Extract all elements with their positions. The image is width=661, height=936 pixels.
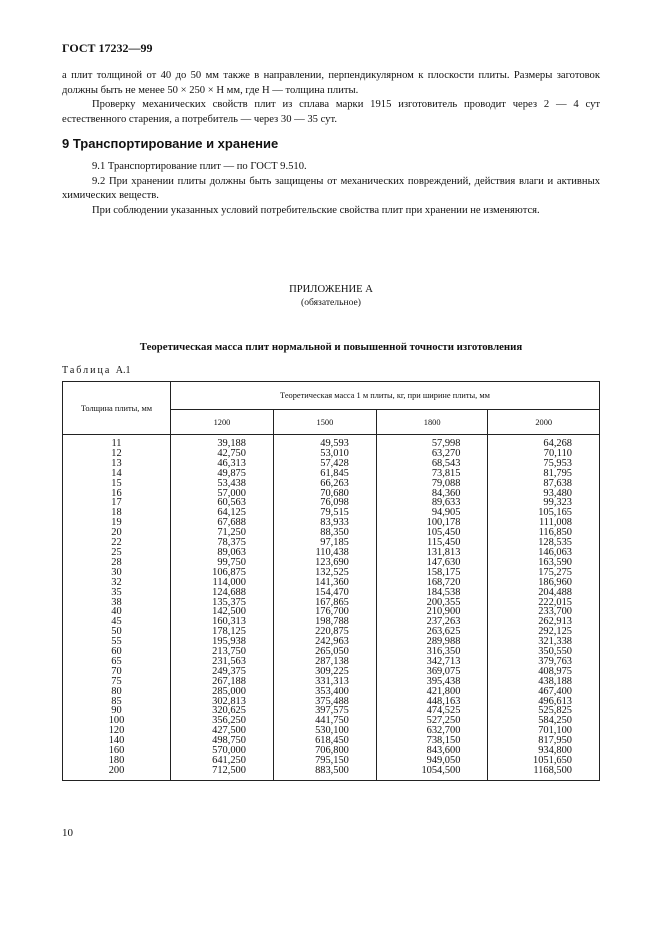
mass-cell: 105,450: [376, 528, 488, 538]
mass-table: [62, 381, 600, 781]
section-title: 9 Транспортирование и хранение: [62, 136, 279, 151]
mass-cell: 131,813: [376, 548, 488, 558]
mass-cell: 231,563: [171, 657, 274, 667]
mass-cell: 320,625: [171, 706, 274, 716]
mass-cell: 147,630: [376, 558, 488, 568]
document-header: ГОСТ 17232—99: [62, 41, 153, 55]
mass-cell: 331,313: [273, 677, 376, 687]
mass-cell: 289,988: [376, 637, 488, 647]
table-label: [62, 365, 131, 376]
mass-cell: 397,575: [273, 706, 376, 716]
mass-cell: 292,125: [488, 627, 600, 637]
thickness-cell: 12: [63, 449, 171, 459]
mass-cell: 496,613: [488, 697, 600, 707]
thickness-cell: 140: [63, 736, 171, 746]
appendix-title: ПРИЛОЖЕНИЕ А: [289, 284, 373, 295]
thickness-cell: 180: [63, 756, 171, 766]
mass-cell: 158,175: [376, 568, 488, 578]
mass-cell: 176,700: [273, 607, 376, 617]
mass-cell: 68,543: [376, 459, 488, 469]
mass-cell: 379,763: [488, 657, 600, 667]
mass-cell: 427,500: [171, 726, 274, 736]
column-header-width: 1500: [273, 410, 376, 435]
mass-cell: 167,865: [273, 598, 376, 608]
mass-cell: 584,250: [488, 716, 600, 726]
mass-cell: 242,963: [273, 637, 376, 647]
mass-cell: 1051,650: [488, 756, 600, 766]
mass-cell: 111,008: [488, 518, 600, 528]
mass-cell: 115,450: [376, 538, 488, 548]
thickness-cell: 15: [63, 479, 171, 489]
mass-cell: 474,525: [376, 706, 488, 716]
mass-cell: 421,800: [376, 687, 488, 697]
mass-cell: 441,750: [273, 716, 376, 726]
thickness-cell: 28: [63, 558, 171, 568]
table-row: [63, 588, 600, 598]
mass-cell: 213,750: [171, 647, 274, 657]
mass-cell: 63,270: [376, 449, 488, 459]
mass-cell: 309,225: [273, 667, 376, 677]
mass-cell: 843,600: [376, 746, 488, 756]
paragraph: Проверку механических свойств плит из сплава марки 1915 изготовитель проводит через 2 — 4 сут естественного старения, а потребитель — через 30 — 35 сут.: [62, 99, 600, 125]
mass-cell: 817,950: [488, 736, 600, 746]
mass-cell: 262,913: [488, 617, 600, 627]
mass-cell: 99,750: [171, 558, 274, 568]
mass-cell: 99,323: [488, 498, 600, 508]
mass-cell: 87,638: [488, 479, 600, 489]
column-header-group: Теоретическая масса 1 м плиты, кг, при ширине плиты, мм: [171, 382, 600, 410]
mass-cell: 46,313: [171, 459, 274, 469]
mass-cell: 353,400: [273, 687, 376, 697]
mass-cell: 78,375: [171, 538, 274, 548]
mass-cell: 204,488: [488, 588, 600, 598]
thickness-cell: 200: [63, 766, 171, 781]
thickness-cell: 11: [63, 435, 171, 449]
mass-cell: 93,480: [488, 489, 600, 499]
mass-cell: 186,960: [488, 578, 600, 588]
mass-cell: 57,000: [171, 489, 274, 499]
mass-cell: 934,800: [488, 746, 600, 756]
mass-cell: 342,713: [376, 657, 488, 667]
thickness-cell: 20: [63, 528, 171, 538]
mass-cell: 233,700: [488, 607, 600, 617]
mass-cell: 883,500: [273, 766, 376, 781]
mass-cell: 302,813: [171, 697, 274, 707]
intro-text: [62, 69, 600, 127]
thickness-cell: 16: [63, 489, 171, 499]
column-header-width: 1800: [376, 410, 488, 435]
mass-cell: 49,593: [273, 435, 376, 449]
mass-cell: 49,875: [171, 469, 274, 479]
thickness-cell: 14: [63, 469, 171, 479]
column-header-width: 1200: [171, 410, 274, 435]
mass-cell: 267,188: [171, 677, 274, 687]
mass-cell: 89,063: [171, 548, 274, 558]
mass-cell: 222,015: [488, 598, 600, 608]
paragraph: 9.2 При хранении плиты должны быть защищены от механических повреждений, действия влаги и активных химических веществ.: [62, 175, 600, 202]
mass-cell: 263,625: [376, 627, 488, 637]
thickness-cell: 25: [63, 548, 171, 558]
mass-cell: 210,900: [376, 607, 488, 617]
thickness-cell: 85: [63, 697, 171, 707]
thickness-cell: 80: [63, 687, 171, 697]
mass-cell: 356,250: [171, 716, 274, 726]
thickness-cell: 60: [63, 647, 171, 657]
mass-cell: 375,488: [273, 697, 376, 707]
mass-cell: 88,350: [273, 528, 376, 538]
mass-cell: 530,100: [273, 726, 376, 736]
thickness-cell: 50: [63, 627, 171, 637]
mass-cell: 42,750: [171, 449, 274, 459]
mass-cell: 395,438: [376, 677, 488, 687]
mass-cell: 128,535: [488, 538, 600, 548]
mass-cell: 712,500: [171, 766, 274, 781]
thickness-cell: 65: [63, 657, 171, 667]
mass-cell: 949,050: [376, 756, 488, 766]
mass-cell: 114,000: [171, 578, 274, 588]
mass-cell: 184,538: [376, 588, 488, 598]
table-row: [63, 766, 600, 781]
thickness-cell: 22: [63, 538, 171, 548]
mass-cell: 163,590: [488, 558, 600, 568]
mass-cell: 154,470: [273, 588, 376, 598]
mass-cell: 141,360: [273, 578, 376, 588]
mass-cell: 142,500: [171, 607, 274, 617]
mass-cell: 706,800: [273, 746, 376, 756]
mass-cell: 168,720: [376, 578, 488, 588]
paragraph: При соблюдении указанных условий потребительские свойства плит при хранении не изменяются.: [92, 204, 540, 216]
thickness-cell: 30: [63, 568, 171, 578]
mass-cell: 1168,500: [488, 766, 600, 781]
mass-cell: 100,178: [376, 518, 488, 528]
mass-cell: 53,010: [273, 449, 376, 459]
mass-cell: 79,515: [273, 508, 376, 518]
thickness-cell: 35: [63, 588, 171, 598]
column-header-thickness: Толщина плиты, мм: [63, 382, 171, 435]
mass-cell: 132,525: [273, 568, 376, 578]
mass-cell: 195,938: [171, 637, 274, 647]
mass-cell: 57,998: [376, 435, 488, 449]
mass-cell: 53,438: [171, 479, 274, 489]
thickness-cell: 13: [63, 459, 171, 469]
mass-cell: 89,633: [376, 498, 488, 508]
page-number: 10: [62, 827, 73, 839]
mass-cell: 316,350: [376, 647, 488, 657]
table-row: [63, 435, 600, 449]
mass-cell: 110,438: [273, 548, 376, 558]
mass-cell: 76,098: [273, 498, 376, 508]
mass-cell: 160,313: [171, 617, 274, 627]
mass-cell: 81,795: [488, 469, 600, 479]
mass-cell: 60,563: [171, 498, 274, 508]
mass-cell: 146,063: [488, 548, 600, 558]
mass-cell: 70,110: [488, 449, 600, 459]
mass-cell: 265,050: [273, 647, 376, 657]
thickness-cell: 160: [63, 746, 171, 756]
mass-cell: 64,268: [488, 435, 600, 449]
mass-cell: 175,275: [488, 568, 600, 578]
mass-cell: 618,450: [273, 736, 376, 746]
mass-cell: 198,788: [273, 617, 376, 627]
table-label-word: Таблица: [62, 365, 112, 376]
mass-cell: 408,975: [488, 667, 600, 677]
mass-cell: 123,690: [273, 558, 376, 568]
mass-cell: 632,700: [376, 726, 488, 736]
thickness-cell: 75: [63, 677, 171, 687]
mass-cell: 321,338: [488, 637, 600, 647]
thickness-cell: 90: [63, 706, 171, 716]
mass-cell: 350,550: [488, 647, 600, 657]
mass-cell: 70,680: [273, 489, 376, 499]
appendix-subtitle: (обязательное): [301, 297, 361, 308]
mass-cell: 498,750: [171, 736, 274, 746]
mass-cell: 570,000: [171, 746, 274, 756]
thickness-cell: 55: [63, 637, 171, 647]
section-text: [62, 160, 600, 218]
mass-cell: 438,188: [488, 677, 600, 687]
mass-cell: 287,138: [273, 657, 376, 667]
mass-cell: 525,825: [488, 706, 600, 716]
mass-cell: 701,100: [488, 726, 600, 736]
thickness-cell: 18: [63, 508, 171, 518]
mass-cell: 94,905: [376, 508, 488, 518]
mass-cell: 641,250: [171, 756, 274, 766]
table-title: Теоретическая масса плит нормальной и повышенной точности изготовления: [139, 341, 523, 353]
paragraph: а плит толщиной от 40 до 50 мм также в направлении, перпендикулярном к плоскости плиты. Размеры заготовок должны быть не менее 50 × 250 × H мм, где H — толщина плиты.: [62, 70, 600, 96]
thickness-cell: 100: [63, 716, 171, 726]
paragraph: 9.1 Транспортирование плит — по ГОСТ 9.510.: [92, 161, 307, 172]
mass-cell: 106,875: [171, 568, 274, 578]
mass-cell: 67,688: [171, 518, 274, 528]
mass-cell: 105,165: [488, 508, 600, 518]
column-header-width: 2000: [488, 410, 600, 435]
mass-cell: 237,263: [376, 617, 488, 627]
mass-cell: 220,875: [273, 627, 376, 637]
mass-cell: 116,850: [488, 528, 600, 538]
mass-cell: 527,250: [376, 716, 488, 726]
mass-cell: 795,150: [273, 756, 376, 766]
mass-cell: 73,815: [376, 469, 488, 479]
mass-cell: 75,953: [488, 459, 600, 469]
mass-cell: 66,263: [273, 479, 376, 489]
mass-cell: 61,845: [273, 469, 376, 479]
thickness-cell: 32: [63, 578, 171, 588]
thickness-cell: 17: [63, 498, 171, 508]
thickness-cell: 120: [63, 726, 171, 736]
mass-cell: 97,185: [273, 538, 376, 548]
mass-cell: 84,360: [376, 489, 488, 499]
mass-cell: 79,088: [376, 479, 488, 489]
thickness-cell: 38: [63, 598, 171, 608]
mass-cell: 71,250: [171, 528, 274, 538]
mass-cell: 178,125: [171, 627, 274, 637]
mass-cell: 285,000: [171, 687, 274, 697]
mass-cell: 83,933: [273, 518, 376, 528]
thickness-cell: 45: [63, 617, 171, 627]
thickness-cell: 40: [63, 607, 171, 617]
mass-cell: 448,163: [376, 697, 488, 707]
mass-cell: 738,150: [376, 736, 488, 746]
mass-cell: 64,125: [171, 508, 274, 518]
mass-cell: 135,375: [171, 598, 274, 608]
mass-cell: 57,428: [273, 459, 376, 469]
mass-cell: 249,375: [171, 667, 274, 677]
thickness-cell: 70: [63, 667, 171, 677]
mass-cell: 39,188: [171, 435, 274, 449]
mass-cell: 1054,500: [376, 766, 488, 781]
table-body: [63, 435, 600, 781]
mass-cell: 200,355: [376, 598, 488, 608]
mass-cell: 467,400: [488, 687, 600, 697]
appendix-heading: [62, 283, 600, 309]
table-label-number: А.1: [115, 365, 131, 376]
thickness-cell: 19: [63, 518, 171, 528]
mass-cell: 369,075: [376, 667, 488, 677]
mass-cell: 124,688: [171, 588, 274, 598]
